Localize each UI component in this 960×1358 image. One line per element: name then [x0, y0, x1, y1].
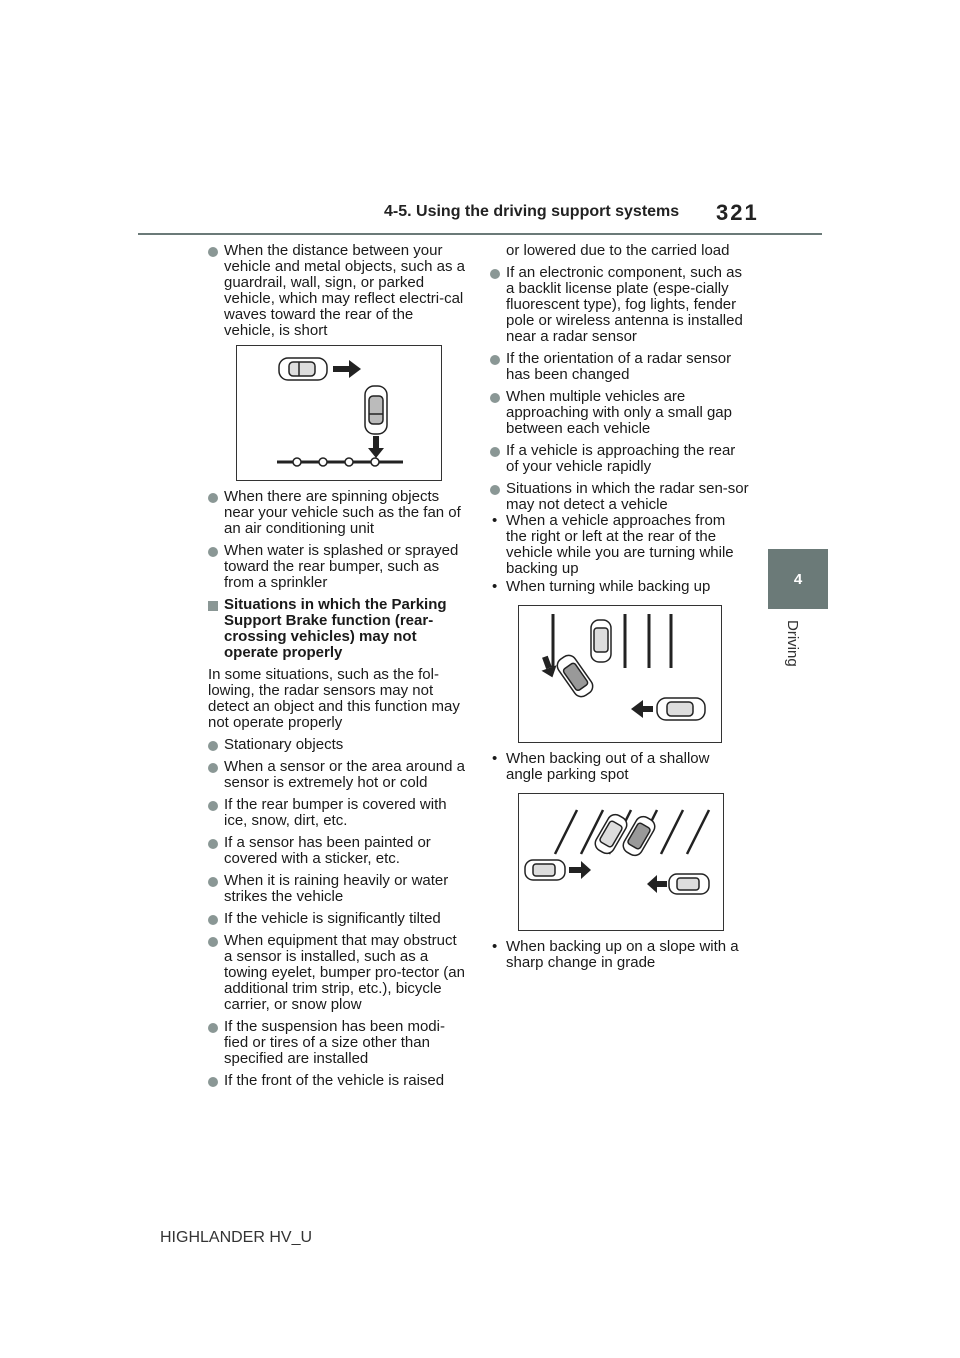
list-item	[490, 389, 750, 437]
left-column	[208, 243, 468, 1095]
turning-backing-diagram	[519, 606, 721, 742]
page-number: 321	[716, 200, 759, 225]
dot-bullet: •	[492, 578, 498, 595]
list-item	[490, 443, 750, 475]
chapter-label: Driving	[784, 620, 801, 667]
car-icon	[279, 358, 327, 380]
list-item	[208, 1073, 468, 1089]
list-item	[208, 797, 468, 829]
item-text: When multiple vehicles are approaching with only a small gap between each vehicle	[506, 388, 732, 437]
sub-list-item	[490, 579, 750, 595]
list-item	[208, 759, 468, 791]
item-text: When backing up on a slope with a sharp change in grade	[506, 938, 739, 971]
list-item	[208, 489, 468, 537]
illustration-turning-backing	[518, 605, 722, 743]
heading-text: Situations in which the Parking Support Brake function (rear-crossing vehicles) may not operate properly	[224, 596, 447, 661]
item-text: When equipment that may obstruct a sensor is installed, such as a towing eyelet, bumper pro-tector (an additional trim strip, etc.), bicycle carrier, or snow plow	[224, 932, 465, 1013]
bullet-icon	[208, 937, 218, 947]
list-item	[490, 351, 750, 383]
bullet-icon	[208, 247, 218, 257]
bullet-icon	[490, 269, 500, 279]
item-text: Situations in which the radar sen-sor may not detect a vehicle	[506, 480, 749, 513]
car-icon	[591, 620, 611, 662]
shallow-angle-diagram	[519, 794, 723, 930]
list-item	[208, 835, 468, 867]
bullet-icon	[208, 493, 218, 503]
list-item	[208, 1019, 468, 1067]
illustration-shallow-angle	[518, 793, 724, 931]
arrow-right-icon	[569, 861, 591, 879]
sub-list-item	[490, 513, 750, 577]
subsection-heading	[208, 597, 468, 661]
illustration-metal-objects	[236, 345, 442, 481]
item-text: When it is raining heavily or water strikes the vehicle	[224, 872, 449, 905]
item-text: When there are spinning objects near your vehicle such as the fan of an air conditioning unit	[224, 488, 461, 537]
bullet-icon	[490, 393, 500, 403]
arrow-down-icon	[368, 436, 384, 458]
item-text: If the front of the vehicle is raised	[224, 1072, 445, 1089]
bullet-icon	[208, 763, 218, 773]
item-text: When turning while backing up	[506, 578, 711, 595]
item-text: If the orientation of a radar sensor has been changed	[506, 350, 732, 383]
item-text: When a vehicle approaches from the right or left at the rear of the vehicle while you are turning while backing up	[506, 512, 734, 577]
arrow-right-icon	[333, 360, 361, 378]
intro-paragraph: In some situations, such as the fol-lowing, the radar sensors may not detect an object and this function may not operate properly	[208, 666, 460, 731]
bullet-icon	[490, 355, 500, 365]
bullet-icon	[208, 839, 218, 849]
dot-bullet: •	[492, 750, 498, 767]
header-divider	[138, 233, 822, 235]
arrow-left-icon	[631, 700, 653, 718]
item-text: If a vehicle is approaching the rear of your vehicle rapidly	[506, 442, 736, 475]
car-icon	[525, 860, 565, 880]
list-item	[208, 543, 468, 591]
car-icon	[669, 874, 709, 894]
bullet-icon	[208, 915, 218, 925]
bullet-icon	[208, 547, 218, 557]
square-bullet-icon	[208, 601, 218, 611]
footer-model-name: HIGHLANDER HV_U	[160, 1229, 313, 1246]
car-icon	[554, 652, 596, 700]
arrow-left-icon	[647, 875, 667, 893]
item-text: If an electronic component, such as a backlit license plate (espe-cially fluorescent type), fog lights, fender pole or wireless antenna is installed near a radar sensor	[506, 264, 743, 345]
sub-list-item	[490, 939, 750, 971]
item-text: If the suspension has been modi-fied or tires of a size other than specified are installed	[224, 1018, 445, 1067]
list-item	[208, 243, 468, 339]
section-title: 4-5. Using the driving support systems	[384, 203, 680, 220]
car-icon	[365, 386, 387, 434]
item-text: If the rear bumper is covered with ice, snow, dirt, etc.	[224, 796, 447, 829]
bullet-icon	[490, 485, 500, 495]
item-text: When water is splashed or sprayed toward the rear bumper, such as from a sprinkler	[224, 542, 459, 591]
sub-list-item	[490, 751, 750, 783]
dot-bullet: •	[492, 512, 498, 529]
list-item	[208, 737, 468, 753]
car-icon	[657, 698, 705, 720]
list-item	[490, 481, 750, 513]
bullet-icon	[208, 1023, 218, 1033]
arrow-down-icon	[537, 654, 560, 680]
bullet-icon	[208, 801, 218, 811]
item-text: When a sensor or the area around a sensor is extremely hot or cold	[224, 758, 465, 791]
item-text: Stationary objects	[224, 736, 344, 753]
metal-objects-diagram	[237, 346, 441, 480]
list-item	[208, 911, 468, 927]
bullet-icon	[208, 1077, 218, 1087]
item-text: If the vehicle is significantly tilted	[224, 910, 441, 927]
chapter-tab: 4	[768, 549, 828, 609]
list-item	[490, 265, 750, 345]
bullet-icon	[208, 741, 218, 751]
bullet-icon	[490, 447, 500, 457]
item-text: When backing out of a shallow angle parking spot	[506, 750, 710, 783]
bullet-icon	[208, 877, 218, 887]
dot-bullet: •	[492, 938, 498, 955]
right-column	[490, 243, 750, 973]
item-text: If a sensor has been painted or covered with a sticker, etc.	[224, 834, 431, 867]
continuation-text: or lowered due to the carried load	[506, 242, 730, 259]
list-item	[208, 933, 468, 1013]
list-item	[208, 873, 468, 905]
item-text: When the distance between your vehicle and metal objects, such as a guardrail, wall, sign, or parked vehicle, which may reflect electri-cal waves toward the rear of the vehicle, is short	[224, 242, 465, 339]
